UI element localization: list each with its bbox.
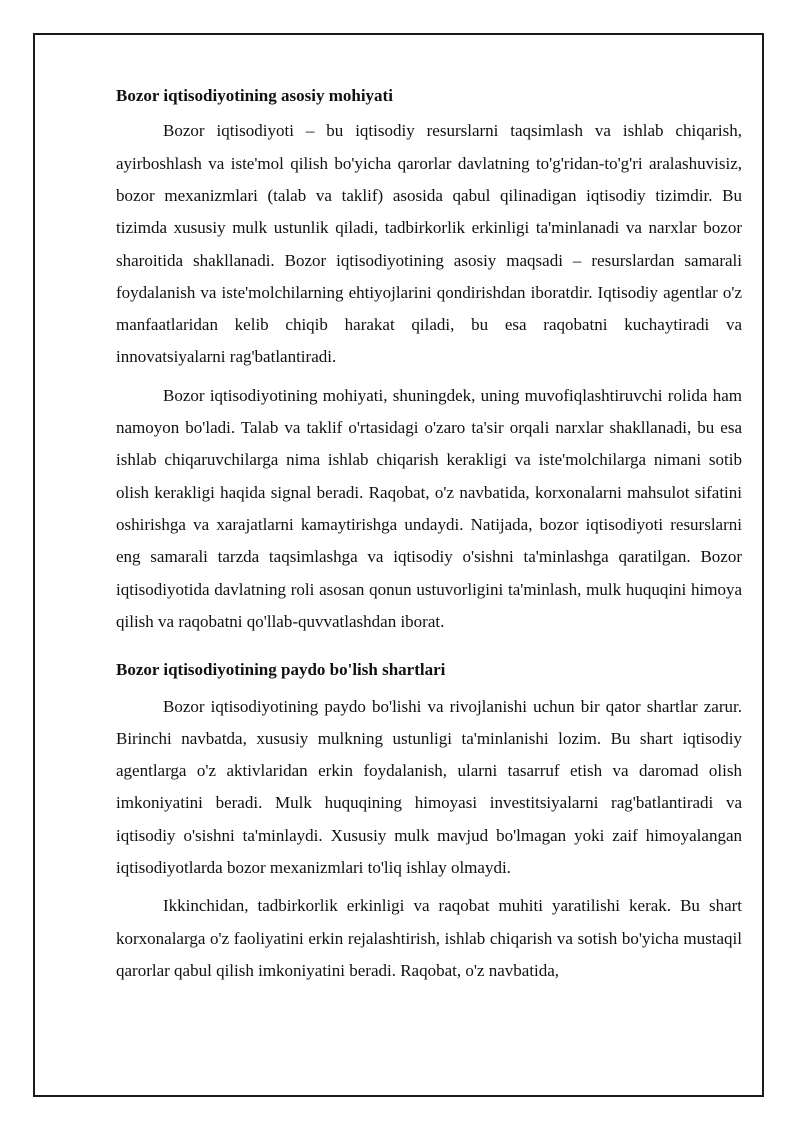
paragraph: Ikkinchidan, tadbirkorlik erkinligi va raqobat muhiti yaratilishi kerak. Bu shart korxonalarga o'z faoliyatini erkin rejalashtirish, ishlab chiqarish va sotish bo'yicha mustaqil qarorlar qabul qilish imkoniyatini beradi. Raqobat, o'z navbatida, — [116, 896, 742, 980]
paragraph: Bozor iqtisodiyotining paydo bo'lishi va rivojlanishi uchun bir qator shartlar zarur. Birinchi navbatda, xususiy mulkning ustunligi ta'minlanishi lozim. Bu shart iqtisodiy agentlarga o'z aktivlaridan erkin foydalanish, ularni tasarruf etish va daromad olish imkoniyatini beradi. Mulk huquqining himoyasi investitsiyalarni rag'batlantiradi va iqtisodiy o'sishni ta'minlaydi. Xususiy mulk mavjud bo'lmagan yoki zaif himoyalangan iqtisodiyotlarda bozor mexanizmlari to'liq ishlay olmaydi. — [116, 696, 742, 878]
paragraph: Bozor iqtisodiyoti – bu iqtisodiy resurslarni taqsimlash va ishlab chiqarish, ayirboshlash va iste'mol qilish bo'yicha qarorlar davlatning to'g'ridan-to'g'ri aralashuvisiz, bozor mexanizmlari (talab va taklif) asosida qabul qilinadigan iqtisodiy tizimdir. Bu tizimda xususiy mulk ustunlik qiladi, tadbirkorlik erkinligi ta'minlanadi va narxlar bozor sharoitida shakllanadi. Bozor iqtisodiyotining asosiy maqsadi – resurslardan samarali foydalanish va iste'molchilarning ehtiyojlarini qondirishdan iboratdir. Iqtisodiy agentlar o'z manfaatlaridan kelib chiqib harakat qiladi, bu esa raqobatni kuchaytiradi va innovatsiyalarni rag'batlantiradi. — [116, 121, 742, 367]
paragraph: Bozor iqtisodiyotining mohiyati, shuningdek, uning muvofiqlashtiruvchi rolida ham namoyon bo'ladi. Talab va taklif o'rtasidagi o'zaro ta'sir orqali narxlar shakllanadi, bu esa ishlab chiqaruvchilarga nima ishlab chiqarish kerakligi va iste'molchilarga nimani sotib olish kerakligi haqida signal beradi. Raqobat, o'z navbatida, korxonalarni mahsulot sifatini oshirishga va xarajatlarni kamaytirishga undaydi. Natijada, bozor iqtisodiyoti resurslarni eng samarali tarzda taqsimlashga va iqtisodiy o'sishni ta'minlashga qaratilgan. Bozor iqtisodiyotida davlatning roli asosan qonun ustuvorligini ta'minlash, mulk huquqini himoya qilish va raqobatni qo'llab-quvvatlashdan iborat. — [116, 385, 742, 631]
section-heading-conditions: Bozor iqtisodiyotining paydo bo'lish shartlari — [116, 660, 446, 680]
document-body — [116, 86, 742, 993]
section-heading-essence: Bozor iqtisodiyotining asosiy mohiyati — [116, 86, 393, 105]
